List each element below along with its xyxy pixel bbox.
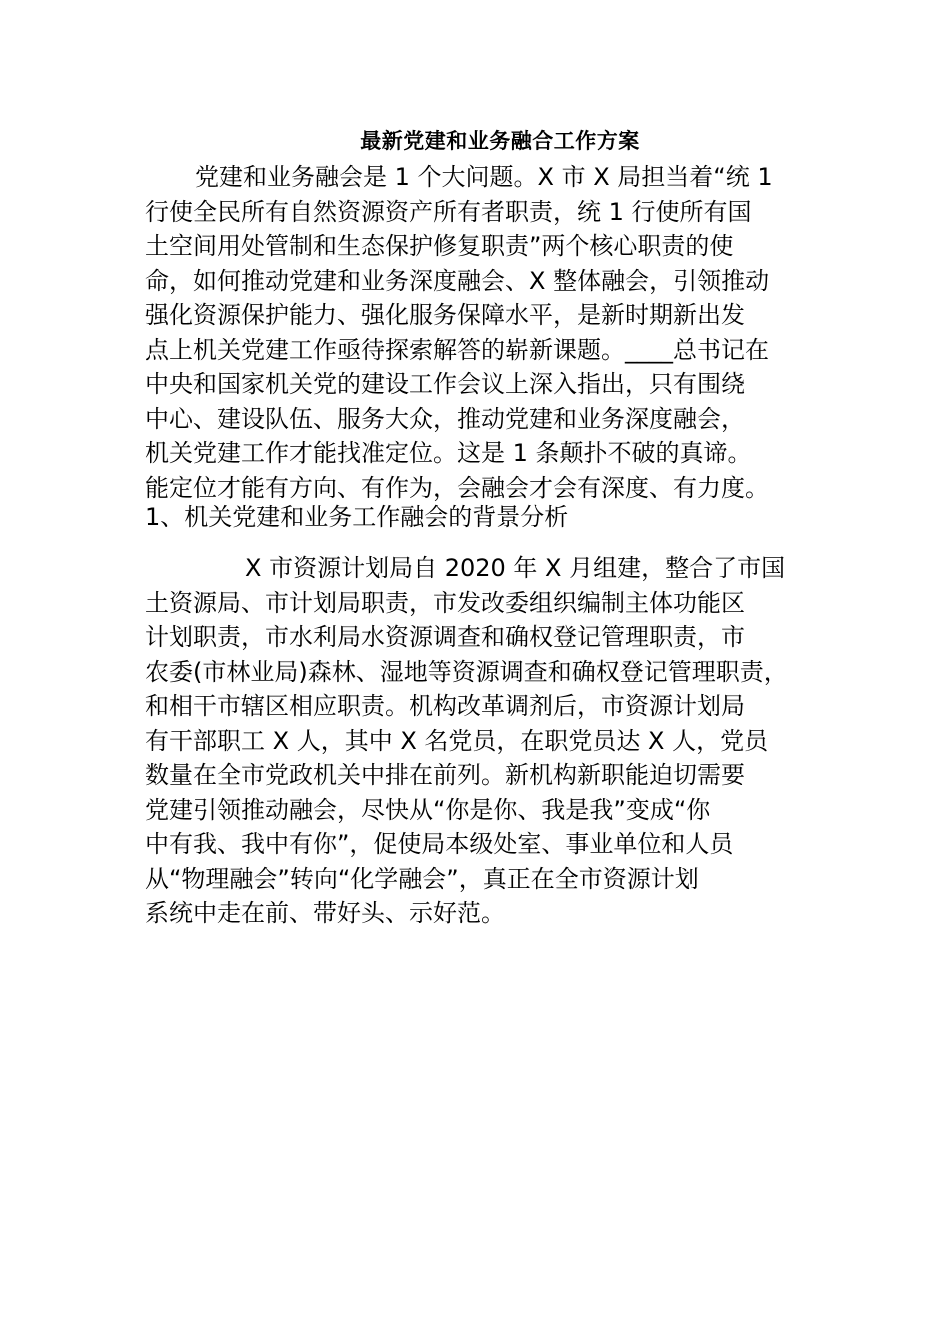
section-heading (145, 500, 810, 535)
text-line: 土空间用处管制和生态保护修复职责”两个核心职责的使 (145, 232, 734, 260)
text-line: 农委(市林业局)森林、湿地等资源调查和确权登记管理职责， (145, 657, 788, 686)
paragraph-background (145, 551, 810, 931)
text-line: 和相干市辖区相应职责。机构改革调剂后，市资源计划局 (145, 692, 745, 720)
text-line: 中心、建设队伍、服务大众，推动党建和业务深度融会， (145, 404, 745, 433)
text-line: 党建引领推动融会，尽快从“你是你、我是我”变成“你 (145, 795, 711, 824)
text-line: 数量在全市党政机关中排在前列。新机构新职能迫切需要 (145, 761, 745, 789)
text-line: 有干部职工 X 人，其中 X 名党员，在职党员达 X 人，党员 (145, 726, 769, 755)
paragraph-intro (145, 160, 810, 505)
text-line: 行使全民所有自然资源资产所有者职责，统 1 行使所有国 (145, 197, 752, 226)
text-line: 从“物理融会”转向“化学融会”，真正在全市资源计划 (145, 864, 699, 893)
text-line: 强化资源保护能力、强化服务保障水平，是新时期新出发 (145, 301, 745, 329)
section-heading-text: 1、机关党建和业务工作融会的背景分析 (145, 503, 569, 531)
text-line: X 市资源计划局自 2020 年 X 月组建，整合了市国 (245, 554, 786, 582)
text-line: 能定位才能有方向、有作为，会融会才会有深度、有力度。 (145, 473, 769, 502)
text-line: 点上机关党建工作亟待探索解答的崭新课题。____总书记在 (145, 335, 769, 364)
text-line: 中有我、我中有你”，促使局本级处室、事业单位和人员 (145, 830, 734, 858)
text-line: 命，如何推动党建和业务深度融会、X 整体融会，引领推动 (145, 266, 770, 295)
document-title: 最新党建和业务融合工作方案 (360, 129, 640, 153)
text-line: 土资源局、市计划局职责，市发改委组织编制主体功能区 (145, 588, 745, 617)
text-line: 中央和国家机关党的建设工作会议上深入指出，只有围绕 (145, 370, 745, 398)
text-line: 系统中走在前、带好头、示好范。 (145, 899, 505, 927)
text-line: 党建和业务融会是 1 个大问题。X 市 X 局担当着“统 1 (195, 163, 773, 191)
text-line: 计划职责，市水利局水资源调查和确权登记管理职责，市 (145, 623, 745, 651)
text-line: 机关党建工作才能找准定位。这是 1 条颠扑不破的真谛。 (145, 439, 752, 467)
